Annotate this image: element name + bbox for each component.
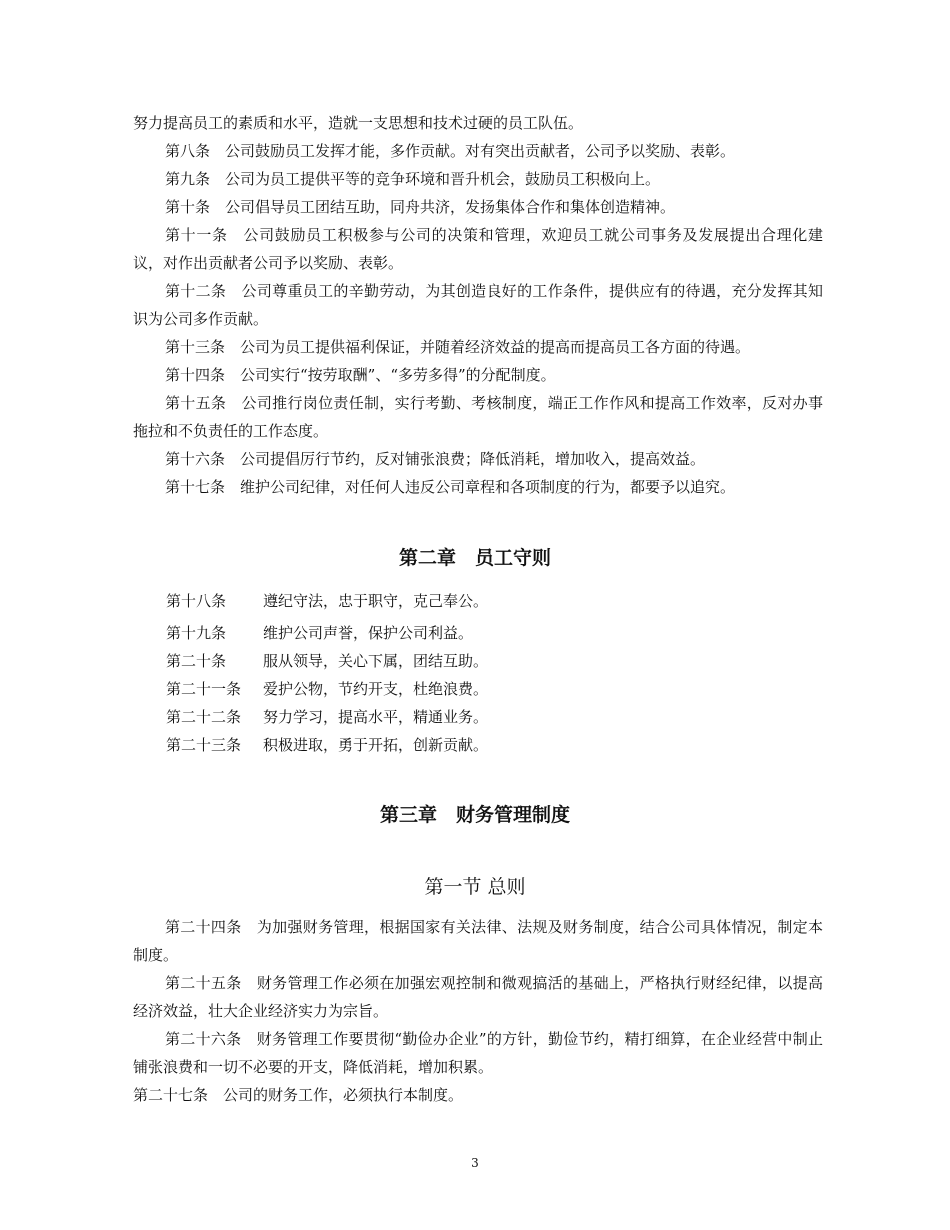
rule-20 — [166, 650, 488, 671]
rule-number: 第十九条 — [166, 624, 227, 642]
rule-22 — [166, 706, 488, 727]
page-number: 3 — [471, 1156, 479, 1170]
rule-23 — [166, 734, 488, 755]
article-10: 第十条 公司倡导员工团结互助，同舟共济，发扬集体合作和集体创造精神。 — [165, 198, 676, 216]
rule-text: 爱护公物，节约开支，杜绝浪费。 — [263, 680, 489, 698]
article-9: 第九条 公司为员工提供平等的竞争环境和晋升机会，鼓励员工积极向上。 — [165, 170, 661, 188]
rule-text: 积极进取，勇于开拓，创新贡献。 — [263, 736, 489, 754]
chapter-3-title: 第三章 财务管理制度 — [379, 804, 570, 826]
rule-18 — [166, 590, 488, 611]
chapter-2-title: 第二章 员工守则 — [398, 547, 551, 569]
article-14: 第十四条 公司实行“按劳取酬”、“多劳多得”的分配制度。 — [165, 366, 556, 384]
rule-number: 第二十一条 — [166, 680, 242, 698]
article-25: 第二十五条 财务管理工作必须在加强宏观控制和微观搞活的基础上，严格执行财经纪律，以提高经济效益，壮大企业经济实力为宗旨。 — [133, 974, 823, 1020]
rule-number: 第二十条 — [166, 652, 227, 670]
intro-paragraph: 努力提高员工的素质和水平，造就一支思想和技术过硬的员工队伍。 — [133, 114, 584, 132]
article-13: 第十三条 公司为员工提供福利保证，并随着经济效益的提高而提高员工各方面的待遇。 — [165, 338, 751, 356]
article-15: 第十五条 公司推行岗位责任制，实行考勤、考核制度，端正工作作风和提高工作效率，反对办事拖拉和不负责任的工作态度。 — [133, 394, 823, 440]
article-12: 第十二条 公司尊重员工的辛勤劳动，为其创造良好的工作条件，提供应有的待遇，充分发挥其知识为公司多作贡献。 — [133, 282, 823, 328]
rule-text: 维护公司声誉，保护公司利益。 — [263, 624, 474, 642]
article-24: 第二十四条 为加强财务管理，根据国家有关法律、法规及财务制度，结合公司具体情况，制定本制度。 — [133, 918, 823, 964]
rule-text: 努力学习，提高水平，精通业务。 — [263, 708, 489, 726]
article-11: 第十一条 公司鼓励员工积极参与公司的决策和管理，欢迎员工就公司事务及发展提出合理化建议，对作出贡献者公司予以奖励、表彰。 — [133, 226, 823, 272]
article-26: 第二十六条 财务管理工作要贯彻“勤俭办企业”的方针，勤俭节约，精打细算，在企业经营中制止铺张浪费和一切不必要的开支，降低消耗，增加积累。 — [133, 1030, 823, 1076]
article-16: 第十六条 公司提倡厉行节约，反对铺张浪费；降低消耗，增加收入，提高效益。 — [165, 450, 706, 468]
article-27: 第二十七条 公司的财务工作，必须执行本制度。 — [133, 1086, 464, 1104]
rule-text: 服从领导，关心下属，团结互助。 — [263, 652, 489, 670]
section-1-title: 第一节 总则 — [424, 876, 526, 898]
rule-number: 第十八条 — [166, 592, 227, 610]
article-17: 第十七条 维护公司纪律，对任何人违反公司章程和各项制度的行为，都要予以追究。 — [165, 478, 736, 496]
rule-text: 遵纪守法，忠于职守，克己奉公。 — [263, 592, 489, 610]
rule-number: 第二十二条 — [166, 708, 242, 726]
rule-21 — [166, 678, 488, 699]
rule-19 — [166, 622, 473, 643]
rule-number: 第二十三条 — [166, 736, 242, 754]
article-8: 第八条 公司鼓励员工发挥才能，多作贡献。对有突出贡献者，公司予以奖励、表彰。 — [165, 142, 736, 160]
